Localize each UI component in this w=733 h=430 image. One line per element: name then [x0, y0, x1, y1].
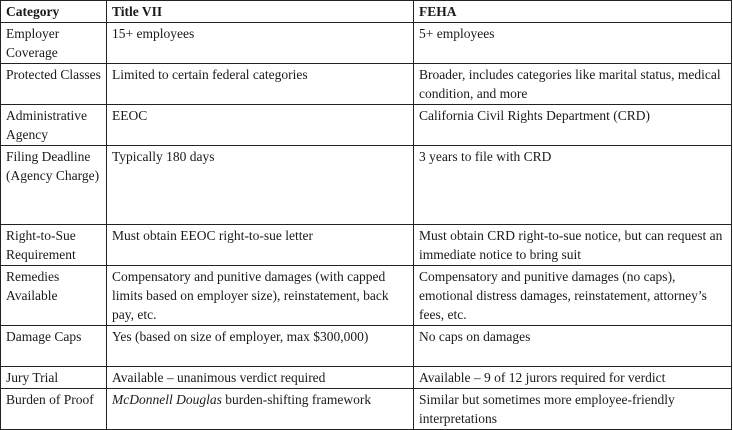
cell-feha: 3 years to file with CRD [414, 146, 732, 225]
cell-title-vii: Available – unanimous verdict required [107, 367, 414, 389]
table-row [1, 326, 732, 367]
header-feha: FEHA [414, 1, 732, 23]
cell-title-vii: Limited to certain federal categories [107, 64, 414, 105]
cell-title-vii: 15+ employees [107, 23, 414, 64]
cell-title-vii: Typically 180 days [107, 146, 414, 225]
cell-category: Damage Caps [1, 326, 107, 367]
cell-feha: No caps on damages [414, 326, 732, 367]
cell-category: Employer Coverage [1, 23, 107, 64]
case-name-italic: McDonnell Douglas [112, 392, 222, 407]
cell-category: Burden of Proof [1, 389, 107, 430]
cell-category: Filing Deadline (Agency Charge) [1, 146, 107, 225]
cell-category: Jury Trial [1, 367, 107, 389]
cell-feha: Broader, includes categories like marital status, medical condition, and more [414, 64, 732, 105]
table-row [1, 367, 732, 389]
cell-category: Administrative Agency [1, 105, 107, 146]
header-category: Category [1, 1, 107, 23]
cell-feha: Compensatory and punitive damages (no caps), emotional distress damages, reinstatement, attorney’s fees, etc. [414, 266, 732, 326]
case-name-rest: burden-shifting framework [221, 392, 372, 407]
table-row [1, 64, 732, 105]
cell-feha: Similar but sometimes more employee-friendly interpretations [414, 389, 732, 430]
table-row [1, 225, 732, 266]
table-row [1, 105, 732, 146]
header-title-vii: Title VII [107, 1, 414, 23]
table-row [1, 23, 732, 64]
header-row [1, 1, 732, 23]
table-row [1, 266, 732, 326]
cell-category: Remedies Available [1, 266, 107, 326]
cell-title-vii: Compensatory and punitive damages (with capped limits based on employer size), reinstatement, back pay, etc. [107, 266, 414, 326]
cell-category: Right-to-Sue Requirement [1, 225, 107, 266]
cell-title-vii: EEOC [107, 105, 414, 146]
cell-title-vii: Yes (based on size of employer, max $300,000) [107, 326, 414, 367]
table-row [1, 146, 732, 225]
cell-feha: California Civil Rights Department (CRD) [414, 105, 732, 146]
cell-title-vii [107, 389, 414, 430]
cell-feha: Available – 9 of 12 jurors required for verdict [414, 367, 732, 389]
cell-feha: 5+ employees [414, 23, 732, 64]
cell-category: Protected Classes [1, 64, 107, 105]
cell-feha: Must obtain CRD right-to-sue notice, but can request an immediate notice to bring suit [414, 225, 732, 266]
cell-title-vii: Must obtain EEOC right-to-sue letter [107, 225, 414, 266]
table-row [1, 389, 732, 430]
